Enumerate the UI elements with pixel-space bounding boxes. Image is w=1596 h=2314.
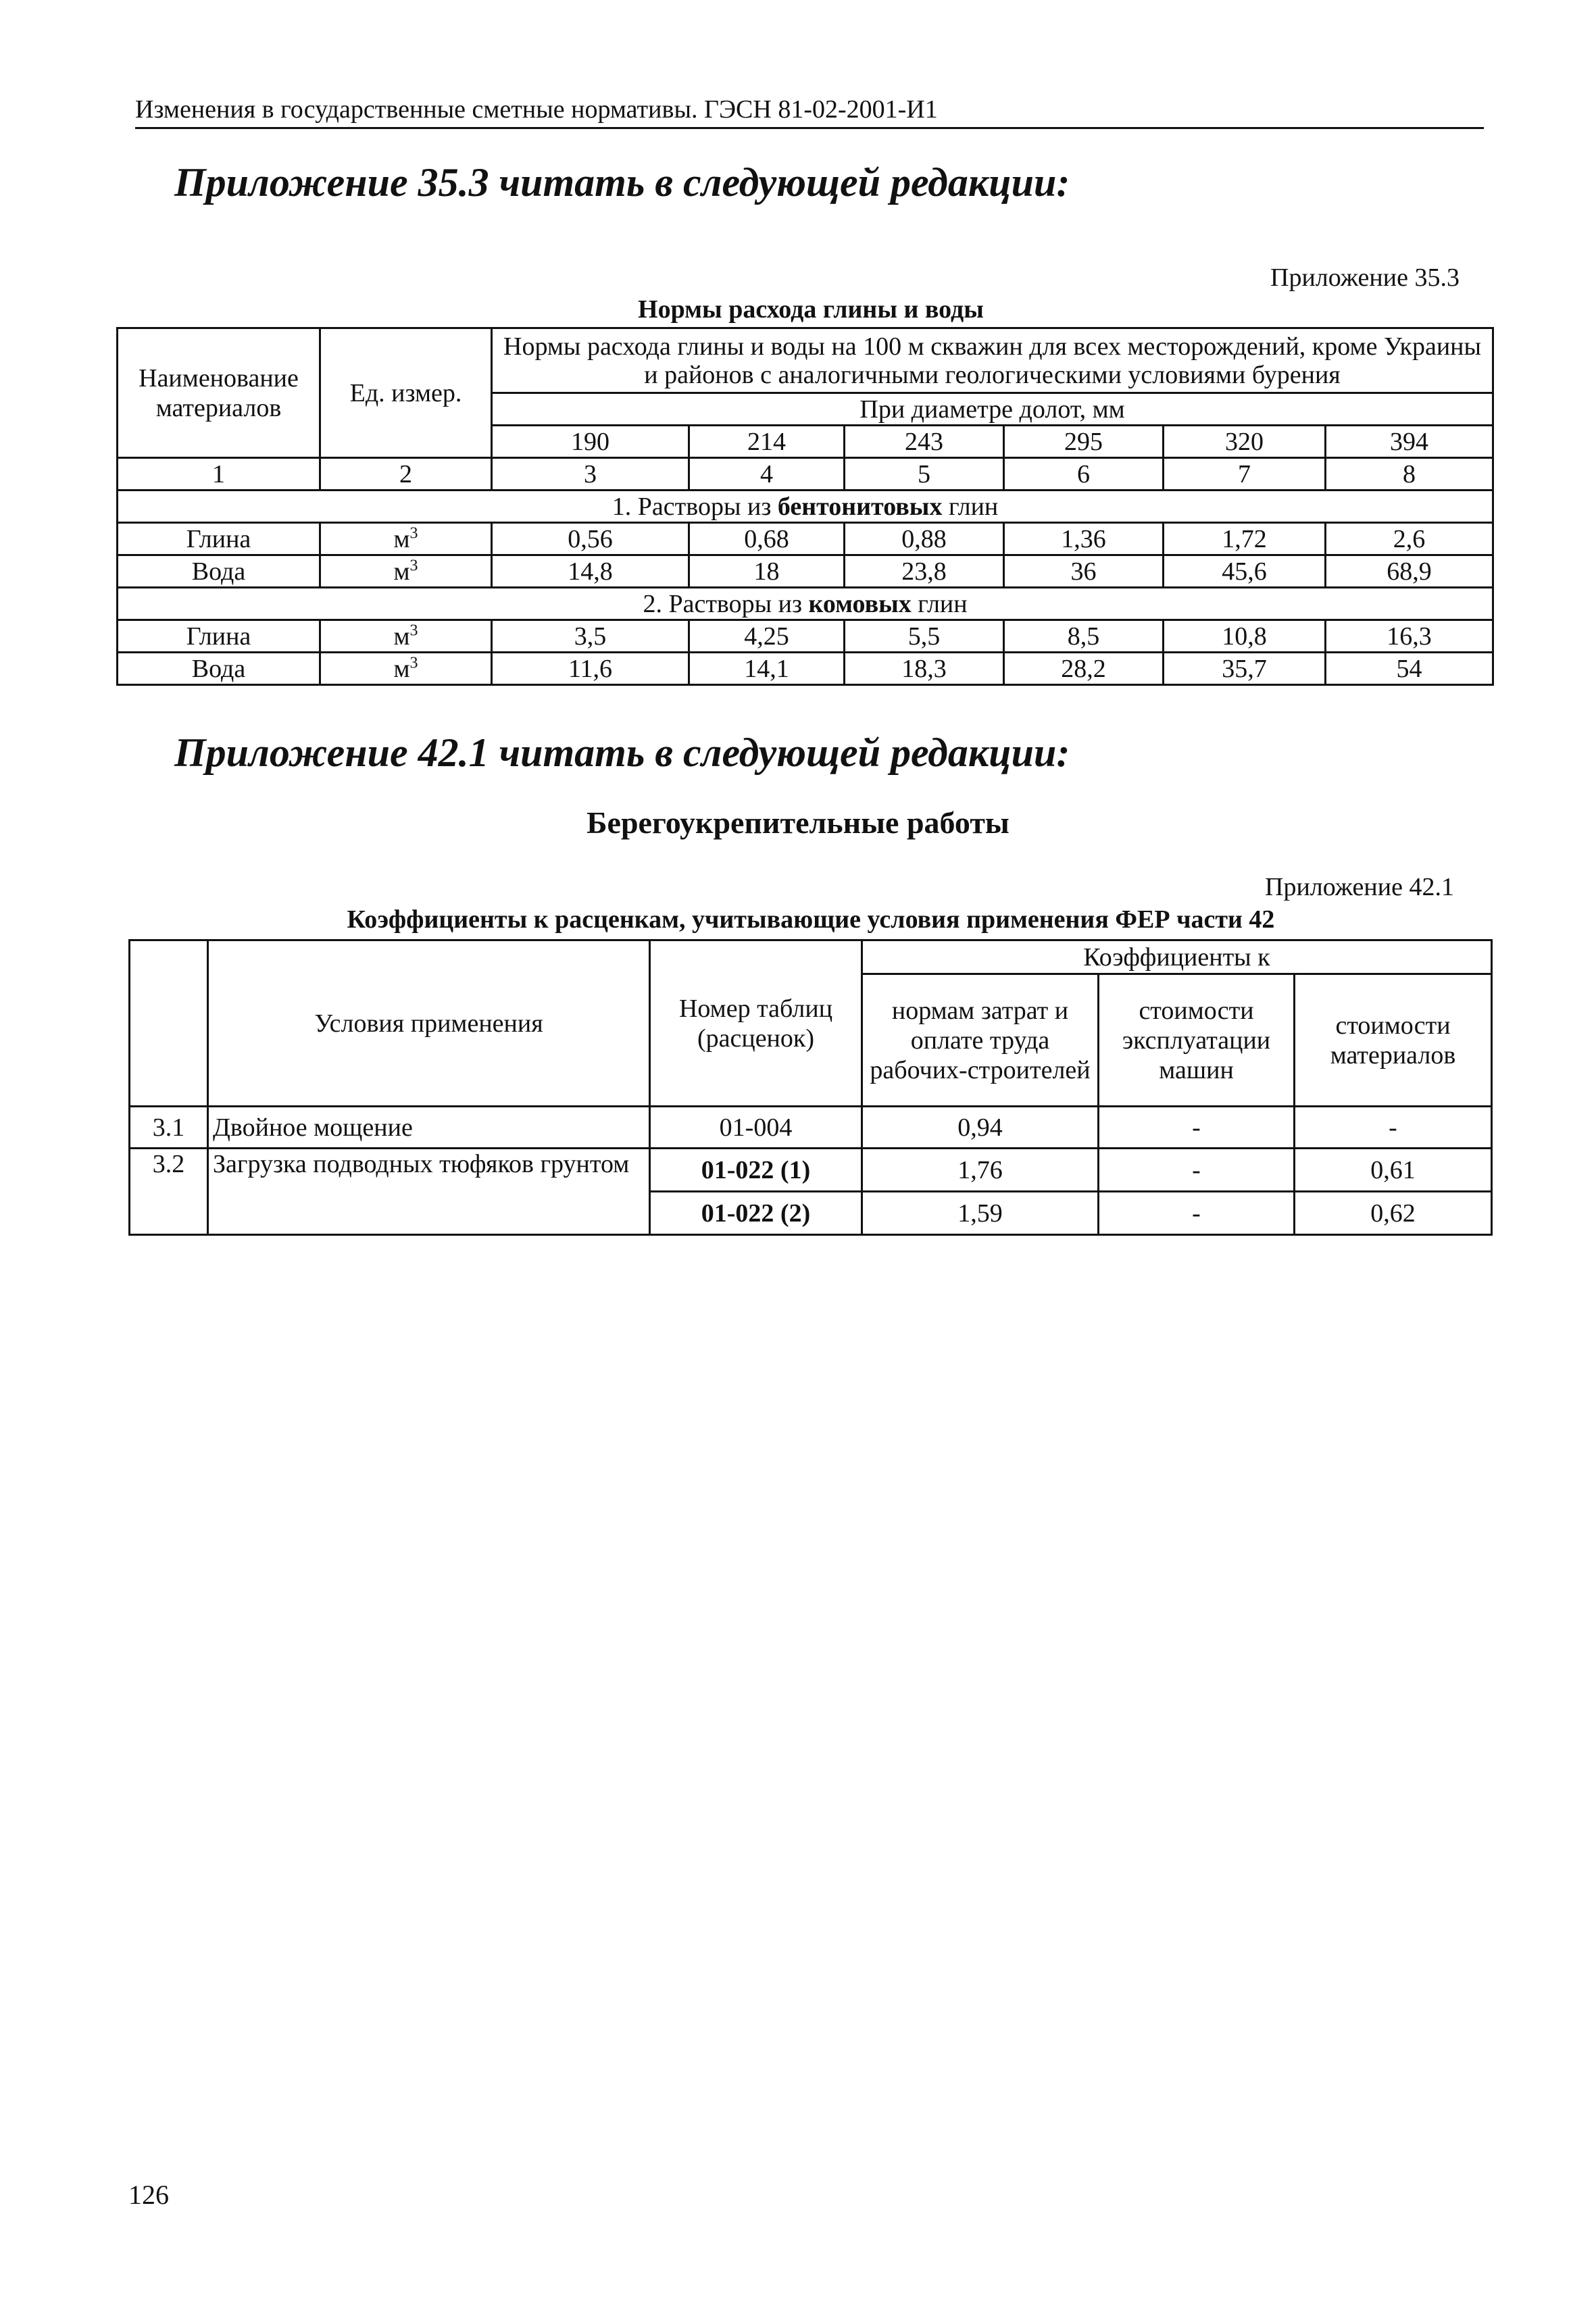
row-code: 01-022 (2) bbox=[650, 1192, 862, 1235]
unit-exponent: 3 bbox=[409, 653, 418, 672]
page-number: 126 bbox=[128, 2180, 169, 2210]
row-labor: 1,59 bbox=[862, 1192, 1099, 1235]
value-cell: 4,25 bbox=[689, 620, 845, 653]
row-materials: 0,61 bbox=[1295, 1149, 1492, 1192]
row-materials: 0,62 bbox=[1295, 1192, 1492, 1235]
material-name: Глина bbox=[118, 620, 320, 653]
section-title-suffix: глин bbox=[911, 589, 968, 618]
coefficients-table bbox=[128, 939, 1493, 1236]
material-name: Вода bbox=[118, 555, 320, 588]
diameter-cell: 243 bbox=[845, 426, 1004, 458]
row-condition: Двойное мощение bbox=[208, 1107, 650, 1149]
value-cell: 3,5 bbox=[492, 620, 689, 653]
column-number: 7 bbox=[1164, 458, 1326, 491]
table-row bbox=[130, 1149, 1492, 1192]
section-row bbox=[118, 491, 1493, 523]
unit-base: м bbox=[393, 524, 410, 553]
section-title bbox=[118, 491, 1493, 523]
section-title-emphasis: комовых bbox=[808, 589, 912, 618]
unit-exponent: 3 bbox=[409, 524, 418, 542]
row-materials: - bbox=[1295, 1107, 1492, 1149]
unit-base: м bbox=[393, 654, 410, 683]
column-number: 3 bbox=[492, 458, 689, 491]
value-cell: 1,36 bbox=[1004, 523, 1164, 555]
header-blank bbox=[130, 940, 208, 1107]
table-row bbox=[118, 555, 1493, 588]
row-labor: 1,76 bbox=[862, 1149, 1099, 1192]
section-title-prefix: 1. Растворы из bbox=[612, 492, 778, 521]
header-norm: Нормы расхода глины и воды на 100 м скважин для всех месторождений, кроме Украины и районов с аналогичными геологическими условиями бурения bbox=[492, 328, 1493, 393]
value-cell: 28,2 bbox=[1004, 653, 1164, 685]
value-cell: 54 bbox=[1326, 653, 1493, 685]
column-number: 2 bbox=[320, 458, 492, 491]
value-cell: 0,88 bbox=[845, 523, 1004, 555]
header-unit: Ед. измер. bbox=[320, 328, 492, 458]
value-cell: 16,3 bbox=[1326, 620, 1493, 653]
value-cell: 23,8 bbox=[845, 555, 1004, 588]
value-cell: 36 bbox=[1004, 555, 1164, 588]
value-cell: 10,8 bbox=[1164, 620, 1326, 653]
section-title bbox=[118, 588, 1493, 620]
material-unit bbox=[320, 523, 492, 555]
column-number: 6 bbox=[1004, 458, 1164, 491]
section-title-suffix: глин bbox=[942, 492, 999, 521]
unit-base: м bbox=[393, 622, 410, 651]
value-cell: 14,8 bbox=[492, 555, 689, 588]
column-number: 5 bbox=[845, 458, 1004, 491]
clay-water-norms-table bbox=[116, 327, 1494, 686]
value-cell: 45,6 bbox=[1164, 555, 1326, 588]
row-condition: Загрузка подводных тюфяков грунтом bbox=[208, 1149, 650, 1235]
column-numbers-row bbox=[118, 458, 1493, 491]
value-cell: 18,3 bbox=[845, 653, 1004, 685]
section-row bbox=[118, 588, 1493, 620]
value-cell: 11,6 bbox=[492, 653, 689, 685]
appendix-42-label: Приложение 42.1 bbox=[1265, 873, 1454, 901]
row-number: 3.2 bbox=[130, 1149, 208, 1235]
header-conditions: Условия применения bbox=[208, 940, 650, 1107]
value-cell: 8,5 bbox=[1004, 620, 1164, 653]
appendix-42-heading: Приложение 42.1 читать в следующей редакции: bbox=[174, 730, 1070, 775]
running-header: Изменения в государственные сметные нормативы. ГЭСН 81-02-2001-И1 bbox=[135, 93, 1484, 129]
appendix-42-caption: Коэффициенты к расценкам, учитывающие условия применения ФЕР части 42 bbox=[347, 905, 1275, 934]
column-number: 8 bbox=[1326, 458, 1493, 491]
diameter-cell: 295 bbox=[1004, 426, 1164, 458]
unit-exponent: 3 bbox=[409, 621, 418, 639]
table-row bbox=[118, 653, 1493, 685]
header-coefficients: Коэффициенты к bbox=[862, 940, 1492, 974]
table-row bbox=[118, 523, 1493, 555]
header-table-number: Номер таблиц (расценок) bbox=[650, 940, 862, 1107]
row-machines: - bbox=[1099, 1107, 1295, 1149]
value-cell: 1,72 bbox=[1164, 523, 1326, 555]
material-unit bbox=[320, 620, 492, 653]
value-cell: 2,6 bbox=[1326, 523, 1493, 555]
material-name: Вода bbox=[118, 653, 320, 685]
header-machines: стоимости эксплуатации машин bbox=[1099, 974, 1295, 1107]
value-cell: 0,56 bbox=[492, 523, 689, 555]
section-title-prefix: 2. Растворы из bbox=[643, 589, 809, 618]
value-cell: 18 bbox=[689, 555, 845, 588]
diameter-cell: 190 bbox=[492, 426, 689, 458]
row-labor: 0,94 bbox=[862, 1107, 1099, 1149]
appendix-35-caption: Нормы расхода глины и воды bbox=[638, 295, 984, 324]
diameter-cell: 320 bbox=[1164, 426, 1326, 458]
row-code: 01-004 bbox=[650, 1107, 862, 1149]
material-unit bbox=[320, 653, 492, 685]
section-title-emphasis: бентонитовых bbox=[777, 492, 943, 521]
value-cell: 35,7 bbox=[1164, 653, 1326, 685]
row-machines: - bbox=[1099, 1149, 1295, 1192]
table-row bbox=[130, 1107, 1492, 1149]
value-cell: 5,5 bbox=[845, 620, 1004, 653]
work-title: Берегоукрепительные работы bbox=[587, 805, 1009, 840]
diameter-cell: 394 bbox=[1326, 426, 1493, 458]
table-row bbox=[118, 620, 1493, 653]
material-unit bbox=[320, 555, 492, 588]
value-cell: 68,9 bbox=[1326, 555, 1493, 588]
unit-base: м bbox=[393, 557, 410, 586]
row-machines: - bbox=[1099, 1192, 1295, 1235]
row-code: 01-022 (1) bbox=[650, 1149, 862, 1192]
column-number: 1 bbox=[118, 458, 320, 491]
column-number: 4 bbox=[689, 458, 845, 491]
row-number: 3.1 bbox=[130, 1107, 208, 1149]
header-materials: стоимости материалов bbox=[1295, 974, 1492, 1107]
appendix-35-heading: Приложение 35.3 читать в следующей редакции: bbox=[174, 160, 1070, 205]
header-labor: нормам затрат и оплате труда рабочих-строителей bbox=[862, 974, 1099, 1107]
appendix-35-label: Приложение 35.3 bbox=[1270, 263, 1460, 292]
header-diameter: При диаметре долот, мм bbox=[492, 393, 1493, 426]
value-cell: 14,1 bbox=[689, 653, 845, 685]
value-cell: 0,68 bbox=[689, 523, 845, 555]
unit-exponent: 3 bbox=[409, 556, 418, 574]
header-material: Наименование материалов bbox=[118, 328, 320, 458]
material-name: Глина bbox=[118, 523, 320, 555]
diameter-cell: 214 bbox=[689, 426, 845, 458]
